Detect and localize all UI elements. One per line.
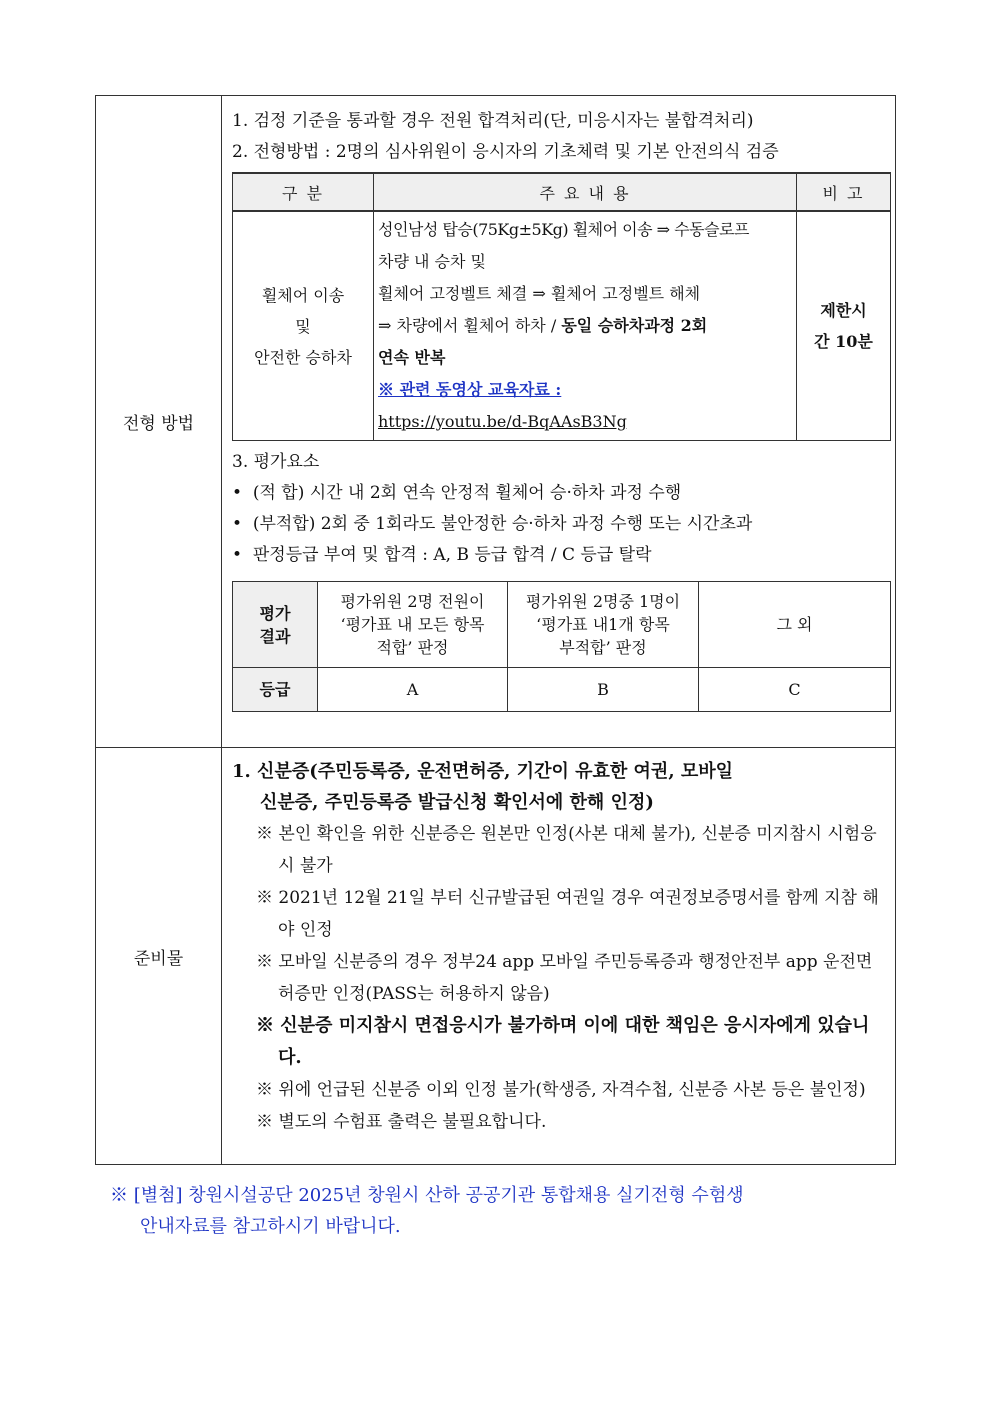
criteria-line: 적합’ 판정: [376, 638, 449, 657]
bullet-text: (적 합) 시간 내 2회 연속 안정적 휠체어 승·하차 과정 수행: [252, 483, 682, 503]
detail-text: ⇒ 차량에서 휠체어 하차 /: [378, 316, 562, 335]
attachment-line-1: ※ [별첨] 창원시설공단 2025년 창원시 산하 공공기관 통합채용 실기전형 수험생: [110, 1185, 744, 1206]
method-line-1: 1. 검정 기준을 통과할 경우 전원 합격처리(단, 미응시자는 불합격처리): [232, 111, 754, 131]
grade-c-criteria: 그 외: [699, 582, 891, 668]
id-note: ※ 2021년 12월 21일 부터 신규발급된 여권일 경우 여권정보증명서를 함께 지참 해야 인정: [256, 888, 879, 940]
section-content-method: [222, 96, 896, 748]
wheelchair-task-table: [232, 172, 891, 441]
detail-cell: [374, 211, 797, 441]
bullet-text: 판정등급 부여 및 합격 : A, B 등급 합격 / C 등급 탈락: [252, 545, 652, 565]
attachment-notice: [110, 1180, 910, 1242]
main-table: [95, 95, 896, 1165]
grade-a-criteria: [318, 582, 508, 668]
grade-label: 등급: [233, 668, 318, 712]
bullet-icon: •: [232, 483, 243, 503]
category-line: 안전한 승하차: [254, 347, 352, 367]
grade-b-criteria: [508, 582, 699, 668]
detail-line: 성인남성 탑승(75Kg±5Kg) 휠체어 이송 ⇒ 수동슬로프: [378, 220, 749, 239]
id-note: ※ 모바일 신분증의 경우 정부24 app 모바일 주민등록증과 행정안전부 app 운전면허증만 인정(PASS는 허용하지 않음): [256, 952, 873, 1004]
section-label-supplies: 준비물: [96, 748, 222, 1165]
grade-a: A: [318, 668, 508, 712]
criteria-line: 평가위원 2명중 1명이: [525, 592, 681, 611]
criteria-line: ‘평가표 내1개 항목: [536, 615, 670, 634]
eval-title: 3. 평가요소: [232, 452, 320, 472]
header-note: 비 고: [797, 173, 891, 211]
label-line: 평가: [259, 603, 291, 623]
id-note: ※ 본인 확인을 위한 신분증은 원본만 인정(사본 대체 불가), 신분증 미지참시 시험응시 불가: [256, 824, 877, 876]
header-category: 구 분: [233, 173, 374, 211]
detail-bold-text: 동일 승하차과정 2회: [561, 316, 708, 335]
video-url-link[interactable]: https://youtu.be/d-BqAAsB3Ng: [378, 412, 627, 431]
attachment-line-2: 안내자료를 참고하시기 바랍니다.: [140, 1216, 401, 1237]
criteria-line: ‘평가표 내 모든 항목: [340, 615, 485, 634]
label-line: 결과: [259, 626, 291, 646]
id-note-warning: ※ 신분증 미지참시 면접응시가 불가하며 이에 대한 책임은 응시자에게 있습니다.: [256, 1015, 870, 1068]
id-note: ※ 위에 언급된 신분증 이외 인정 불가(학생증, 자격수첩, 신분증 사본 등은 불인정): [256, 1080, 866, 1100]
category-line: 및: [295, 316, 311, 336]
bullet-text: (부적합) 2회 중 1회라도 불안정한 승·하차 과정 수행 또는 시간초과: [252, 514, 753, 534]
grade-table: [232, 581, 891, 712]
note-cell: [797, 211, 891, 441]
header-content: 주 요 내 용: [374, 173, 797, 211]
detail-line: 차량 내 승차 및: [378, 252, 486, 271]
criteria-line: 평가위원 2명 전원이: [340, 592, 485, 611]
note-line: 제한시: [820, 301, 867, 320]
grade-result-label: [233, 582, 318, 668]
section-content-supplies: [222, 748, 896, 1165]
detail-line: [378, 310, 792, 342]
id-title-line-2: 신분증, 주민등록증 발급신청 확인서에 한해 인정): [260, 792, 654, 813]
category-cell: [233, 211, 374, 441]
section-label-method: 전형 방법: [96, 96, 222, 748]
video-material-link-label[interactable]: ※ 관련 동영상 교육자료 :: [378, 380, 562, 399]
grade-b: B: [508, 668, 699, 712]
bullet-icon: •: [232, 545, 243, 565]
eval-bullet: [232, 478, 887, 509]
bullet-icon: •: [232, 514, 243, 534]
method-line-2: 2. 전형방법 : 2명의 심사위원이 응시자의 기초체력 및 기본 안전의식 검증: [232, 142, 779, 162]
id-title-line-1: 1. 신분증(주민등록증, 운전면허증, 기간이 유효한 여권, 모바일: [232, 761, 734, 782]
detail-line: 휠체어 고정벨트 체결 ⇒ 휠체어 고정벨트 해체: [378, 284, 701, 303]
eval-bullet: [232, 509, 887, 540]
detail-line: 연속 반복: [378, 348, 446, 367]
eval-bullet: [232, 540, 887, 571]
grade-c: C: [699, 668, 891, 712]
category-line: 휠체어 이송: [261, 285, 345, 305]
criteria-line: 부적합’ 판정: [559, 638, 647, 657]
id-note: ※ 별도의 수험표 출력은 불필요합니다.: [256, 1112, 547, 1132]
note-line: 간 10분: [814, 332, 873, 351]
